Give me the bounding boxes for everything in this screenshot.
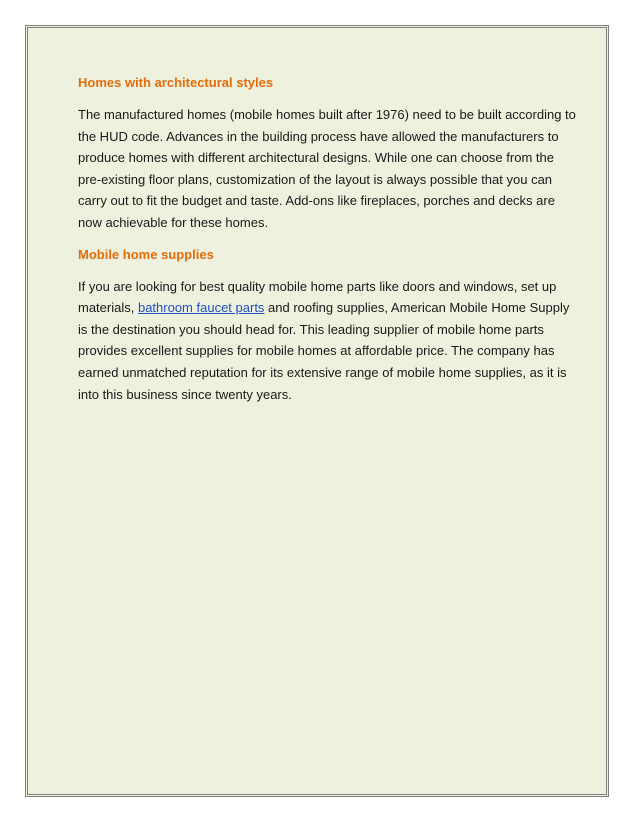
bathroom-faucet-parts-link[interactable]: bathroom faucet parts xyxy=(137,300,265,316)
section-heading-architectural-styles: Homes with architectural styles xyxy=(78,75,274,90)
paragraph-architectural-styles: The manufactured homes (mobile homes built after 1976) need to be built according to the HUD code. Advances in the building process have allowed the manufacturers to produce homes with different architectural designs. While one can choose from the pre-existing floor plans, customization of the layout is always possible that you can carry out to fit the budget and taste. Add-ons like fireplaces, porches and decks are now achievable for these homes. xyxy=(78,107,576,230)
document-content xyxy=(78,74,578,417)
paragraph-text-before-link: If you are looking for best quality mobile home parts like doors and windows, set up materials, xyxy=(78,278,557,316)
paragraph-text-after-link: and roofing supplies, American Mobile Home Supply is the destination you should head for. This leading supplier of mobile home parts provides excellent supplies for mobile homes at affordable price. The company has earned unmatched reputation for its extensive range of mobile home supplies, as it is into this business since twenty years. xyxy=(78,300,570,402)
document-page xyxy=(25,25,609,797)
paragraph-mobile-home-supplies xyxy=(78,276,578,406)
section-heading-mobile-home-supplies: Mobile home supplies xyxy=(78,246,214,262)
